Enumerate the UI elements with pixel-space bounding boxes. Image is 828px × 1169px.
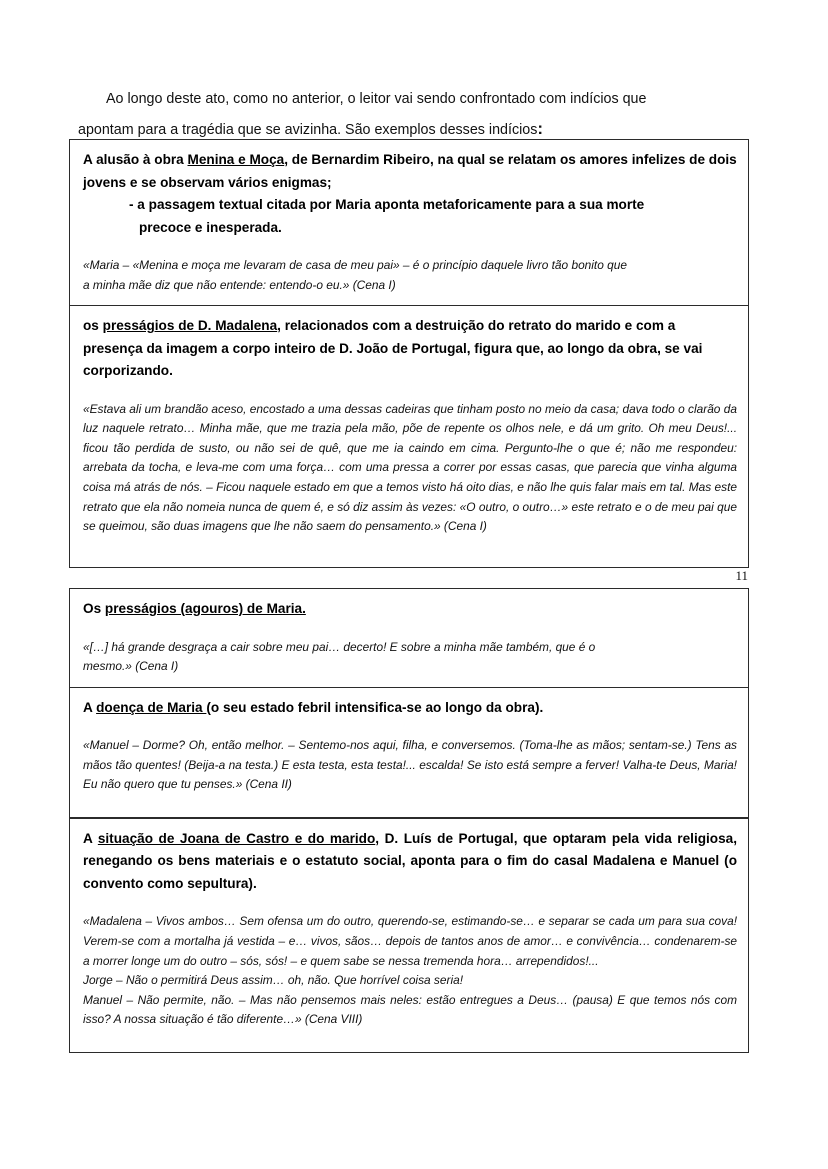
heading-underlined: presságios de D. Madalena (102, 318, 278, 334)
quote-line: a minha mãe diz que não entende: entendo-o eu.» (Cena I) (83, 277, 396, 292)
section-pressagios-maria-cell (70, 589, 748, 688)
section-pressagios-madalena-cell (70, 306, 748, 568)
section-quote: «Estava ali um brandão aceso, encostado a uma dessas cadeiras que tinham posto no meio da casa; dava todo o clarão da luz naquele retrato… Minha mãe, que me trazia pela mão, põe de repente os olhos nele, e dá um grito. Oh meu Deus!... ficou tão perdida de susto, ou não sei de quê, que me ia caindo em cima. Pergunto-lhe o que é; não me respondeu: arrebata da tocha, e leva-me com uma força… com uma pressa a correr por essas casas, que parecia que vinha alguma coisa má atrás de nós. – Ficou naquele estado em que a temos visto há oito dias, e não lhe quis falar mais em tal. Mas este retrato que ela não nomeia nunca de quem é, e só diz assim às vezes: «O outro, o outro…» este retrato e o de meu pai que se queimou, são duas imagens que lhe não saem do pensamento.» (Cena I) (83, 401, 737, 534)
heading-prefix: A alusão à obra (83, 152, 188, 167)
section-heading (83, 149, 737, 194)
evidence-table-bottom (69, 588, 749, 1053)
section-joana-de-castro-cell (70, 819, 748, 1053)
heading-underlined: presságios (agouros) de Maria. (104, 601, 306, 616)
heading-prefix: Os (83, 601, 105, 616)
heading-prefix: A (83, 830, 98, 846)
heading-prefix: os (83, 318, 103, 334)
evidence-table-top (69, 139, 749, 568)
heading-suffix: , D. Luís de Portugal, que optaram pela vida religiosa, renegando os bens materiais e o estatuto social, aponta para o fim do casal Madalena e Manuel (o convento como sepultura). (83, 830, 737, 891)
heading-underlined: doença de Maria (96, 699, 207, 715)
heading-suffix: , relacionados com a destruição do retrato do marido e com a presença da imagem a corpo inteiro de D. João de Portugal, figura que, ao longo da obra, se vai corporizando. (83, 318, 703, 379)
quote-line: «Maria – «Menina e moça me levaram de casa de meu pai» – é o princípio daquele livro tão bonito que (83, 258, 627, 272)
heading-underlined: Menina e Moça (187, 152, 285, 167)
intro-paragraph (78, 84, 690, 145)
intro-line-2: apontam para a tragédia que se avizinha. São exemplos desses indícios (78, 122, 538, 138)
section-quote-jorge: Jorge – Não o permitirá Deus assim… oh, não. Que horrível coisa seria! (83, 973, 464, 988)
section-menina-e-moca-heading-cell (70, 140, 748, 306)
section-doenca-maria-cell (70, 688, 748, 819)
page-number: 11 (735, 568, 748, 583)
section-quote (83, 256, 737, 295)
section-quote: «Manuel – Dorme? Oh, então melhor. – Sentemo-nos aqui, filha, e conversemos. (Toma-lhe as mãos; sentam-se.) Tens as mãos tão quentes! (Beija-a na testa.) E esta testa, esta testa!... escalda! Se isto está sempre a ferver! Valha-te Deus, Maria! Eu não quero que tu penses.» (Cena II) (83, 738, 737, 792)
subitem-line-2: precoce e inesperada. (139, 219, 282, 235)
intro-colon: : (537, 119, 544, 138)
section-quote-manuel: Manuel – Não permite, não. – Mas não pensemos mais neles: estão entregues a Deus… (pausa) E que temos nós com isso? A nossa situação é tão diferente…» (Cena VIII) (83, 992, 737, 1027)
heading-suffix: (o seu estado febril intensifica-se ao longo da obra). (206, 699, 544, 715)
quote-line: «[…] há grande desgraça a cair sobre meu pai… decerto! E sobre a minha mãe também, que é o (83, 639, 596, 654)
section-heading (83, 598, 737, 621)
heading-suffix: , de Bernardim Ribeiro, na qual se relatam os amores infelizes de dois jovens e se observam vários enigmas; (83, 152, 737, 190)
section-quote: «Madalena – Vivos ambos… Sem ofensa um do outro, querendo-se, estimando-se… e separar se cada um para sua cova! Verem-se com a mortalha já vestida – e… vivos, sãos… depois de tantos anos de amor… e convivência… condenarem-se a morrer longe um do outro – sós, sós! – e quem sabe se nessa tremenda hora… arrependidos!... (83, 914, 737, 968)
subitem-line-1: - a passagem textual citada por Maria aponta metaforicamente para a sua morte (129, 197, 645, 212)
section-heading (83, 828, 737, 896)
section-subitem (83, 194, 737, 239)
section-heading (83, 697, 737, 720)
section-heading (83, 315, 737, 383)
quote-line: mesmo.» (Cena I) (83, 659, 179, 674)
intro-line-1: Ao longo deste ato, como no anterior, o leitor vai sendo confrontado com indícios que (106, 91, 647, 107)
heading-prefix: A (83, 699, 97, 715)
heading-underlined: situação de Joana de Castro e do marido (97, 830, 376, 846)
section-quote (83, 638, 737, 677)
